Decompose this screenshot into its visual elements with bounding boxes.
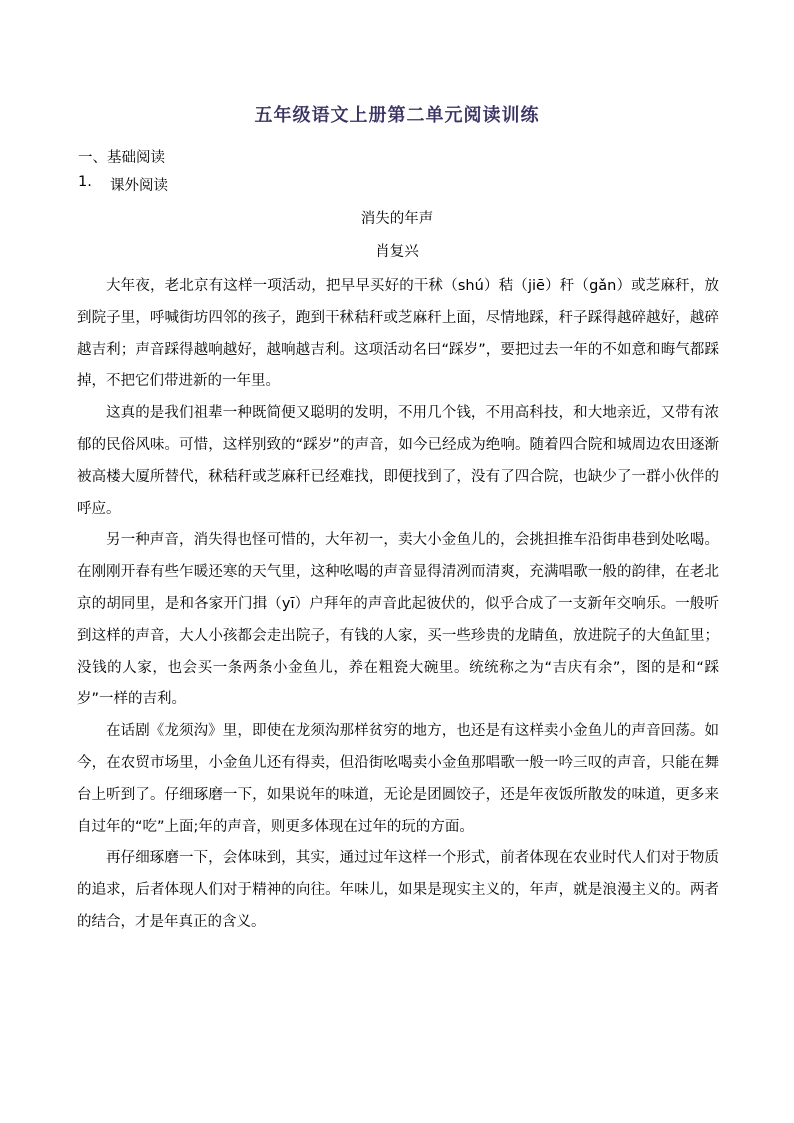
question-label: 课外阅读 [110,178,168,194]
essay-paragraph: 再仔细琢磨一下，会体味到，其实，通过过年这样一个形式，前者体现在农业时代人们对于物质的追求，后者体现人们对于精神的向往。年味儿，如果是现实主义的，年声，就是浪漫主义的。两者的结合，才是年真正的含义。 [77,850,719,930]
section-heading: 一、基础阅读 [78,150,165,166]
essay-paragraph: 大年夜，老北京有这样一项活动，把早早买好的干秫（shú）秸（jiē）秆（gǎn）或芝麻秆，放到院子里，呼喊街坊四邻的孩子，跑到干秫秸秆或芝麻秆上面，尽情地踩，秆子踩得越碎越好，越碎越吉利；声音踩得越响越好，越响越吉利。这项活动名曰“踩岁”，要把过去一年的不如意和晦气都踩掉，不把它们带进新的一年里。 [77,278,719,390]
essay-paragraph: 另一种声音，消失得也怪可惜的，大年初一，卖大小金鱼儿的，会挑担推车沿街串巷到处吆喝。在刚刚开春有些乍暖还寒的天气里，这种吆喝的声音显得清冽而清爽，充满唱歌一般的韵律，在老北京的胡同里，是和各家开门揖（yī）户拜年的声音此起彼伏的，似乎合成了一支新年交响乐。一般听到这样的声音，大人小孩都会走出院子，有钱的人家，买一些珍贵的龙睛鱼，放进院子的大鱼缸里；没钱的人家，也会买一条两条小金鱼儿，养在粗瓷大碗里。统统称之为“吉庆有余”，图的是和“踩岁”一样的吉利。 [77,532,719,708]
essay-paragraph: 在话剧《龙须沟》里，即使在龙须沟那样贫穷的地方，也还是有这样卖小金鱼儿的声音回荡。如今，在农贸市场里，小金鱼儿还有得卖，但沿街吆喝卖小金鱼那唱歌一般一吟三叹的声音，只能在舞台上听到了。仔细琢磨一下，如果说年的味道，无论是团圆饺子，还是年夜饭所散发的味道，更多来自过年的“吃”上面;年的声音，则更多体现在过年的玩的方面。 [77,723,719,835]
document-title: 五年级语文上册第二单元阅读训练 [254,105,540,126]
question-number: 1. [78,174,92,190]
essay-author: 肖复兴 [375,244,419,260]
essay-body [77,271,719,939]
essay-title: 消失的年声 [360,211,434,227]
essay-paragraph: 这真的是我们祖辈一种既简便又聪明的发明，不用几个钱，不用高科技，和大地亲近，又带有浓郁的民俗风味。可惜，这样别致的“踩岁”的声音，如今已经成为绝响。随着四合院和城周边农田逐渐被高楼大厦所替代，秫秸秆或芝麻秆已经难找，即便找到了，没有了四合院，也缺少了一群小伙伴的呼应。 [77,405,719,517]
